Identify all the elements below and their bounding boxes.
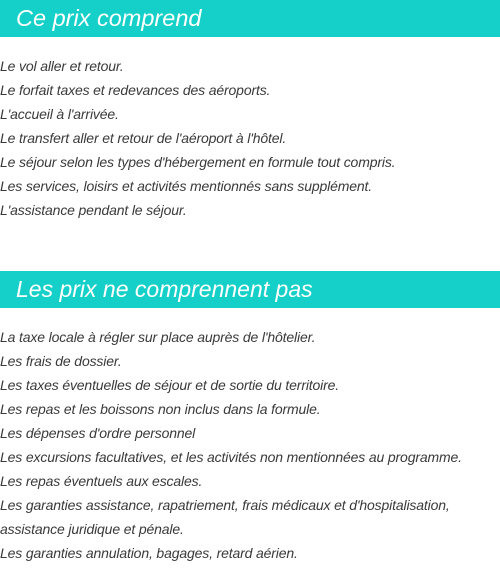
includes-section [0,0,500,222]
excludes-section [0,271,500,565]
includes-item: Le transfert aller et retour de l'aéroport à l'hôtel. [0,130,287,146]
excludes-item: Les frais de dossier. [0,353,122,369]
excludes-item: Les repas et les boissons non inclus dans la formule. [0,401,321,417]
excludes-banner [0,271,500,308]
excludes-item: Les taxes éventuelles de séjour et de sortie du territoire. [0,377,340,393]
excludes-item: La taxe locale à régler sur place auprès de l'hôtelier. [0,329,316,345]
includes-list [0,37,500,222]
includes-item: L'assistance pendant le séjour. [0,202,187,218]
includes-banner [0,0,500,37]
includes-item: Les services, loisirs et activités mentionnés sans supplément. [0,178,372,194]
excludes-list [0,308,500,565]
excludes-item: Les dépenses d'ordre personnel [0,425,196,441]
includes-item: Le forfait taxes et redevances des aéroports. [0,82,271,98]
includes-item: L'accueil à l'arrivée. [0,106,119,122]
includes-item: Le séjour selon les types d'hébergement en formule tout compris. [0,154,396,170]
excludes-item: Les repas éventuels aux escales. [0,473,203,489]
excludes-item: Les garanties annulation, bagages, retard aérien. [0,545,298,561]
excludes-title: Les prix ne comprennent pas [16,276,313,302]
includes-title: Ce prix comprend [16,5,202,31]
includes-item: Le vol aller et retour. [0,58,124,74]
excludes-item: Les garanties assistance, rapatriement, frais médicaux et d'hospitalisation, [0,497,450,513]
excludes-item: assistance juridique et pénale. [0,521,184,537]
excludes-item: Les excursions facultatives, et les activités non mentionnées au programme. [0,449,462,465]
